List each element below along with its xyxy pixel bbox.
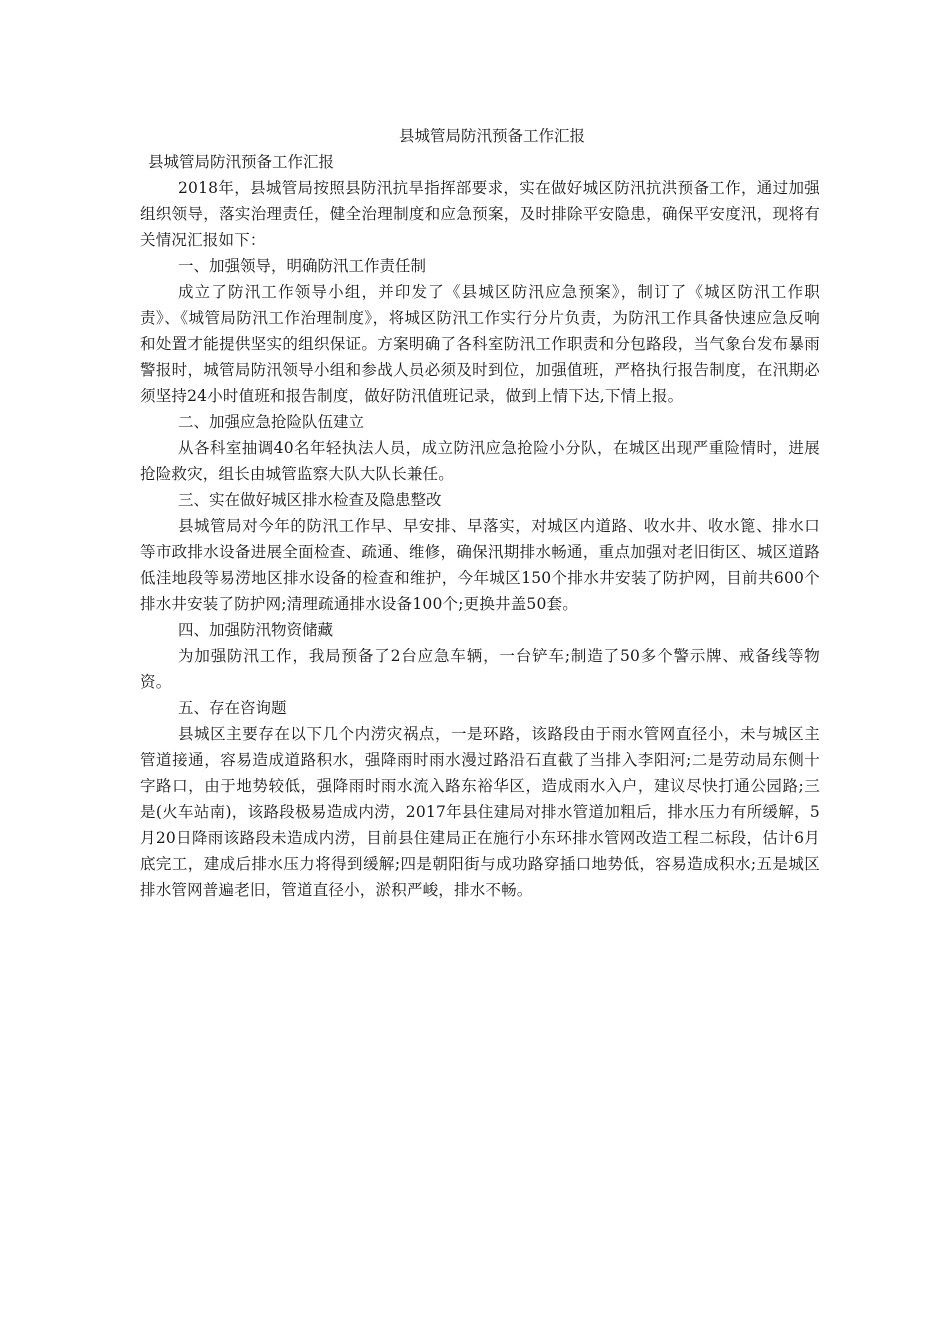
document-subtitle: 县城管局防汛预备工作汇报 (148, 153, 335, 171)
section-heading-3: 三、实在做好城区排水检查及隐患整改 (178, 491, 442, 509)
section-heading-4: 四、加强防汛物资储藏 (178, 621, 334, 639)
intro-paragraph: 2018年，县城管局按照县防汛抗旱指挥部要求，实在做好城区防汛抗洪预备工作，通过加强组织领导，落实治理责任，健全治理制度和应急预案，及时排除平安隐患，确保平安度汛，现将有关情况汇报如下： (140, 179, 820, 249)
section-body-2: 从各科室抽调40名年轻执法人员，成立防汛应急抢险小分队，在城区出现严重险情时，进展抢险救灾，组长由城管监察大队大队长兼任。 (140, 439, 820, 483)
section-body-3: 县城管局对今年的防汛工作早、早安排、早落实，对城区内道路、收水井、收水篦、排水口等市政排水设备进展全面检查、疏通、维修，确保汛期排水畅通，重点加强对老旧街区、城区道路低洼地段等易涝地区排水设备的检查和维护，今年城区150个排水井安装了防护网，目前共600个排水井安装了防护网;清理疏通排水设备100个;更换井盖50套。 (140, 517, 820, 613)
document-title: 县城管局防汛预备工作汇报 (398, 127, 585, 145)
section-body-1: 成立了防汛工作领导小组，并印发了《县城区防汛应急预案》，制订了《城区防汛工作职责》、《城管局防汛工作治理制度》，将城区防汛工作实行分片负责，为防汛工作具备快速应急反响和处置才能提供坚实的组织保证。方案明确了各科室防汛工作职责和分包路段，当气象台发布暴雨警报时，城管局防汛领导小组和参战人员必须及时到位，加强值班，严格执行报告制度，在汛期必须坚持24小时值班和报告制度，做好防汛值班记录，做到上情下达,下情上报。 (140, 283, 820, 405)
section-heading-2: 二、加强应急抢险队伍建立 (178, 413, 365, 431)
section-heading-1: 一、加强领导，明确防汛工作责任制 (178, 257, 427, 275)
section-body-4: 为加强防汛工作，我局预备了2台应急车辆，一台铲车;制造了50多个警示牌、戒备线等物资。 (140, 647, 820, 691)
document-page (140, 123, 820, 903)
section-heading-5: 五、存在咨询题 (178, 699, 287, 717)
section-body-5: 县城区主要存在以下几个内涝灾祸点，一是环路，该路段由于雨水管网直径小，未与城区主管道接通，容易造成道路积水，强降雨时雨水漫过路沿石直截了当排入李阳河;二是劳动局东侧十字路口，由于地势较低，强降雨时雨水流入路东裕华区，造成雨水入户，建议尽快打通公园路;三是(火车站南)，该路段极易造成内涝，2017年县住建局对排水管道加粗后，排水压力有所缓解，5月20日降雨该路段未造成内涝，目前县住建局正在施行小东环排水管网改造工程二标段，估计6月底完工，建成后排水压力将得到缓解;四是朝阳街与成功路穿插口地势低，容易造成积水;五是城区排水管网普遍老旧，管道直径小，淤积严峻，排水不畅。 (140, 725, 820, 899)
